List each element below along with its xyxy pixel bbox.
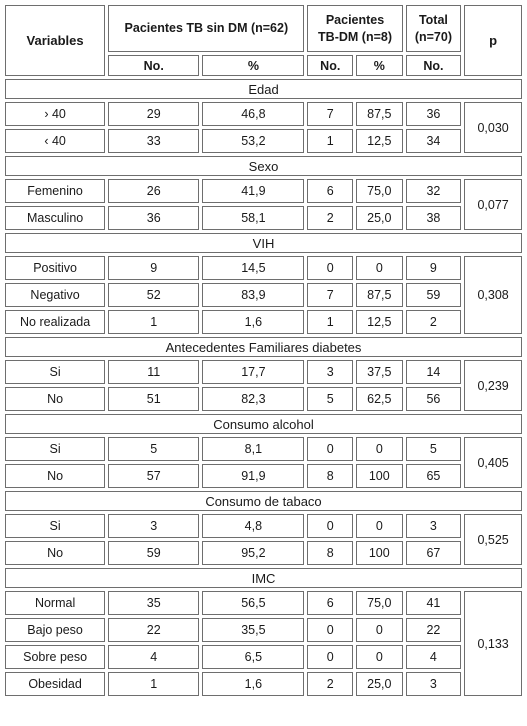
- pct-sin-dm: 53,2: [202, 129, 304, 153]
- no-tb-dm: 1: [307, 129, 353, 153]
- total-no: 22: [406, 618, 462, 642]
- row-label: Si: [5, 437, 105, 461]
- p-value: 0,239: [464, 360, 522, 411]
- pct-tb-dm: 75,0: [356, 591, 403, 615]
- total-no: 9: [406, 256, 462, 280]
- no-tb-dm: 1: [307, 310, 353, 334]
- p-value: 0,405: [464, 437, 522, 488]
- pct-tb-dm: 0: [356, 514, 403, 538]
- pct-sin-dm: 6,5: [202, 645, 304, 669]
- row-label: Si: [5, 514, 105, 538]
- pct-tb-dm: 0: [356, 618, 403, 642]
- pct-sin-dm: 91,9: [202, 464, 304, 488]
- pct-tb-dm: 75,0: [356, 179, 403, 203]
- no-sin-dm: 33: [108, 129, 199, 153]
- total-no: 5: [406, 437, 462, 461]
- no-tb-dm: 2: [307, 206, 353, 230]
- p-value: 0,030: [464, 102, 522, 153]
- total-no: 4: [406, 645, 462, 669]
- no-sin-dm: 9: [108, 256, 199, 280]
- no-sin-dm: 22: [108, 618, 199, 642]
- pct-sin-dm: 46,8: [202, 102, 304, 126]
- table-row: [5, 179, 522, 203]
- table-row: [5, 437, 522, 461]
- row-label: Si: [5, 360, 105, 384]
- header-total-line2: (n=70): [414, 29, 452, 44]
- results-table: [2, 2, 525, 699]
- section-row: [5, 156, 522, 176]
- subheader-pct: %: [202, 55, 304, 76]
- section-title: Consumo de tabaco: [5, 491, 522, 511]
- row-label: Negativo: [5, 283, 105, 307]
- header-group-tb-dm-line1: Pacientes: [325, 12, 385, 27]
- section-row: [5, 233, 522, 253]
- table-row: [5, 645, 522, 669]
- subheader-no: No.: [406, 55, 462, 76]
- pct-tb-dm: 12,5: [356, 129, 403, 153]
- row-label: Positivo: [5, 256, 105, 280]
- total-no: 3: [406, 514, 462, 538]
- section-row: [5, 414, 522, 434]
- pct-tb-dm: 0: [356, 256, 403, 280]
- table-row: [5, 464, 522, 488]
- no-tb-dm: 8: [307, 541, 353, 565]
- pct-sin-dm: 56,5: [202, 591, 304, 615]
- table-row: [5, 360, 522, 384]
- table-body: [5, 79, 522, 696]
- pct-tb-dm: 87,5: [356, 283, 403, 307]
- header-group-sin-dm: [108, 5, 304, 52]
- section-title: Antecedentes Familiares diabetes: [5, 337, 522, 357]
- total-no: 36: [406, 102, 462, 126]
- no-sin-dm: 59: [108, 541, 199, 565]
- pct-tb-dm: 25,0: [356, 206, 403, 230]
- row-label: ‹ 40: [5, 129, 105, 153]
- no-tb-dm: 0: [307, 645, 353, 669]
- pct-tb-dm: 100: [356, 464, 403, 488]
- table-row: [5, 283, 522, 307]
- header-row: [5, 5, 522, 52]
- pct-tb-dm: 12,5: [356, 310, 403, 334]
- pct-sin-dm: 4,8: [202, 514, 304, 538]
- section-row: [5, 79, 522, 99]
- no-sin-dm: 1: [108, 672, 199, 696]
- header-total-line1: Total: [418, 12, 448, 27]
- pct-sin-dm: 17,7: [202, 360, 304, 384]
- pct-sin-dm: 41,9: [202, 179, 304, 203]
- row-label: Femenino: [5, 179, 105, 203]
- no-tb-dm: 2: [307, 672, 353, 696]
- no-tb-dm: 6: [307, 179, 353, 203]
- header-total: [406, 5, 462, 52]
- no-sin-dm: 35: [108, 591, 199, 615]
- no-tb-dm: 0: [307, 618, 353, 642]
- no-tb-dm: 5: [307, 387, 353, 411]
- no-sin-dm: 26: [108, 179, 199, 203]
- row-label: No: [5, 387, 105, 411]
- subheader-pct: %: [356, 55, 403, 76]
- p-value: 0,525: [464, 514, 522, 565]
- total-no: 2: [406, 310, 462, 334]
- table-row: [5, 618, 522, 642]
- header-group-tb-dm: [307, 5, 402, 52]
- section-title: IMC: [5, 568, 522, 588]
- pct-sin-dm: 83,9: [202, 283, 304, 307]
- table-row: [5, 387, 522, 411]
- pct-tb-dm: 0: [356, 437, 403, 461]
- no-tb-dm: 0: [307, 437, 353, 461]
- section-row: [5, 491, 522, 511]
- subheader-no: No.: [307, 55, 353, 76]
- row-label: Obesidad: [5, 672, 105, 696]
- pct-sin-dm: 82,3: [202, 387, 304, 411]
- total-no: 41: [406, 591, 462, 615]
- no-tb-dm: 7: [307, 102, 353, 126]
- pct-sin-dm: 1,6: [202, 310, 304, 334]
- pct-sin-dm: 1,6: [202, 672, 304, 696]
- pct-sin-dm: 35,5: [202, 618, 304, 642]
- row-label: Sobre peso: [5, 645, 105, 669]
- pct-sin-dm: 8,1: [202, 437, 304, 461]
- total-no: 67: [406, 541, 462, 565]
- section-title: Sexo: [5, 156, 522, 176]
- no-tb-dm: 0: [307, 514, 353, 538]
- table-row: [5, 310, 522, 334]
- total-no: 14: [406, 360, 462, 384]
- pct-sin-dm: 95,2: [202, 541, 304, 565]
- pct-tb-dm: 37,5: [356, 360, 403, 384]
- no-sin-dm: 29: [108, 102, 199, 126]
- table-row: [5, 591, 522, 615]
- section-title: Consumo alcohol: [5, 414, 522, 434]
- subheader-no: No.: [108, 55, 199, 76]
- header-variables: Variables: [5, 5, 105, 76]
- section-title: VIH: [5, 233, 522, 253]
- row-label: Bajo peso: [5, 618, 105, 642]
- total-no: 59: [406, 283, 462, 307]
- pct-sin-dm: 14,5: [202, 256, 304, 280]
- total-no: 32: [406, 179, 462, 203]
- no-sin-dm: 57: [108, 464, 199, 488]
- no-sin-dm: 36: [108, 206, 199, 230]
- no-sin-dm: 51: [108, 387, 199, 411]
- table-row: [5, 541, 522, 565]
- row-label: Normal: [5, 591, 105, 615]
- no-sin-dm: 4: [108, 645, 199, 669]
- pct-tb-dm: 0: [356, 645, 403, 669]
- no-tb-dm: 8: [307, 464, 353, 488]
- no-sin-dm: 52: [108, 283, 199, 307]
- pct-tb-dm: 100: [356, 541, 403, 565]
- p-value: 0,133: [464, 591, 522, 696]
- no-sin-dm: 11: [108, 360, 199, 384]
- table-row: [5, 102, 522, 126]
- pct-tb-dm: 87,5: [356, 102, 403, 126]
- total-no: 65: [406, 464, 462, 488]
- no-tb-dm: 7: [307, 283, 353, 307]
- no-tb-dm: 0: [307, 256, 353, 280]
- table-container: [2, 2, 525, 699]
- table-row: [5, 256, 522, 280]
- total-no: 34: [406, 129, 462, 153]
- pct-sin-dm: 58,1: [202, 206, 304, 230]
- row-label: No: [5, 541, 105, 565]
- section-row: [5, 568, 522, 588]
- p-value: 0,077: [464, 179, 522, 230]
- header-p-value: p: [464, 5, 522, 76]
- no-sin-dm: 1: [108, 310, 199, 334]
- p-value: 0,308: [464, 256, 522, 334]
- section-title: Edad: [5, 79, 522, 99]
- table-row: [5, 129, 522, 153]
- table-row: [5, 672, 522, 696]
- pct-tb-dm: 62,5: [356, 387, 403, 411]
- no-sin-dm: 3: [108, 514, 199, 538]
- header-group-sin-dm-label: Pacientes TB sin DM (n=62): [124, 21, 289, 35]
- total-no: 38: [406, 206, 462, 230]
- table-row: [5, 206, 522, 230]
- row-label: Masculino: [5, 206, 105, 230]
- row-label: › 40: [5, 102, 105, 126]
- total-no: 56: [406, 387, 462, 411]
- header-group-tb-dm-line2: TB-DM (n=8): [318, 29, 392, 44]
- total-no: 3: [406, 672, 462, 696]
- row-label: No realizada: [5, 310, 105, 334]
- table-row: [5, 514, 522, 538]
- no-sin-dm: 5: [108, 437, 199, 461]
- row-label: No: [5, 464, 105, 488]
- pct-tb-dm: 25,0: [356, 672, 403, 696]
- no-tb-dm: 3: [307, 360, 353, 384]
- section-row: [5, 337, 522, 357]
- no-tb-dm: 6: [307, 591, 353, 615]
